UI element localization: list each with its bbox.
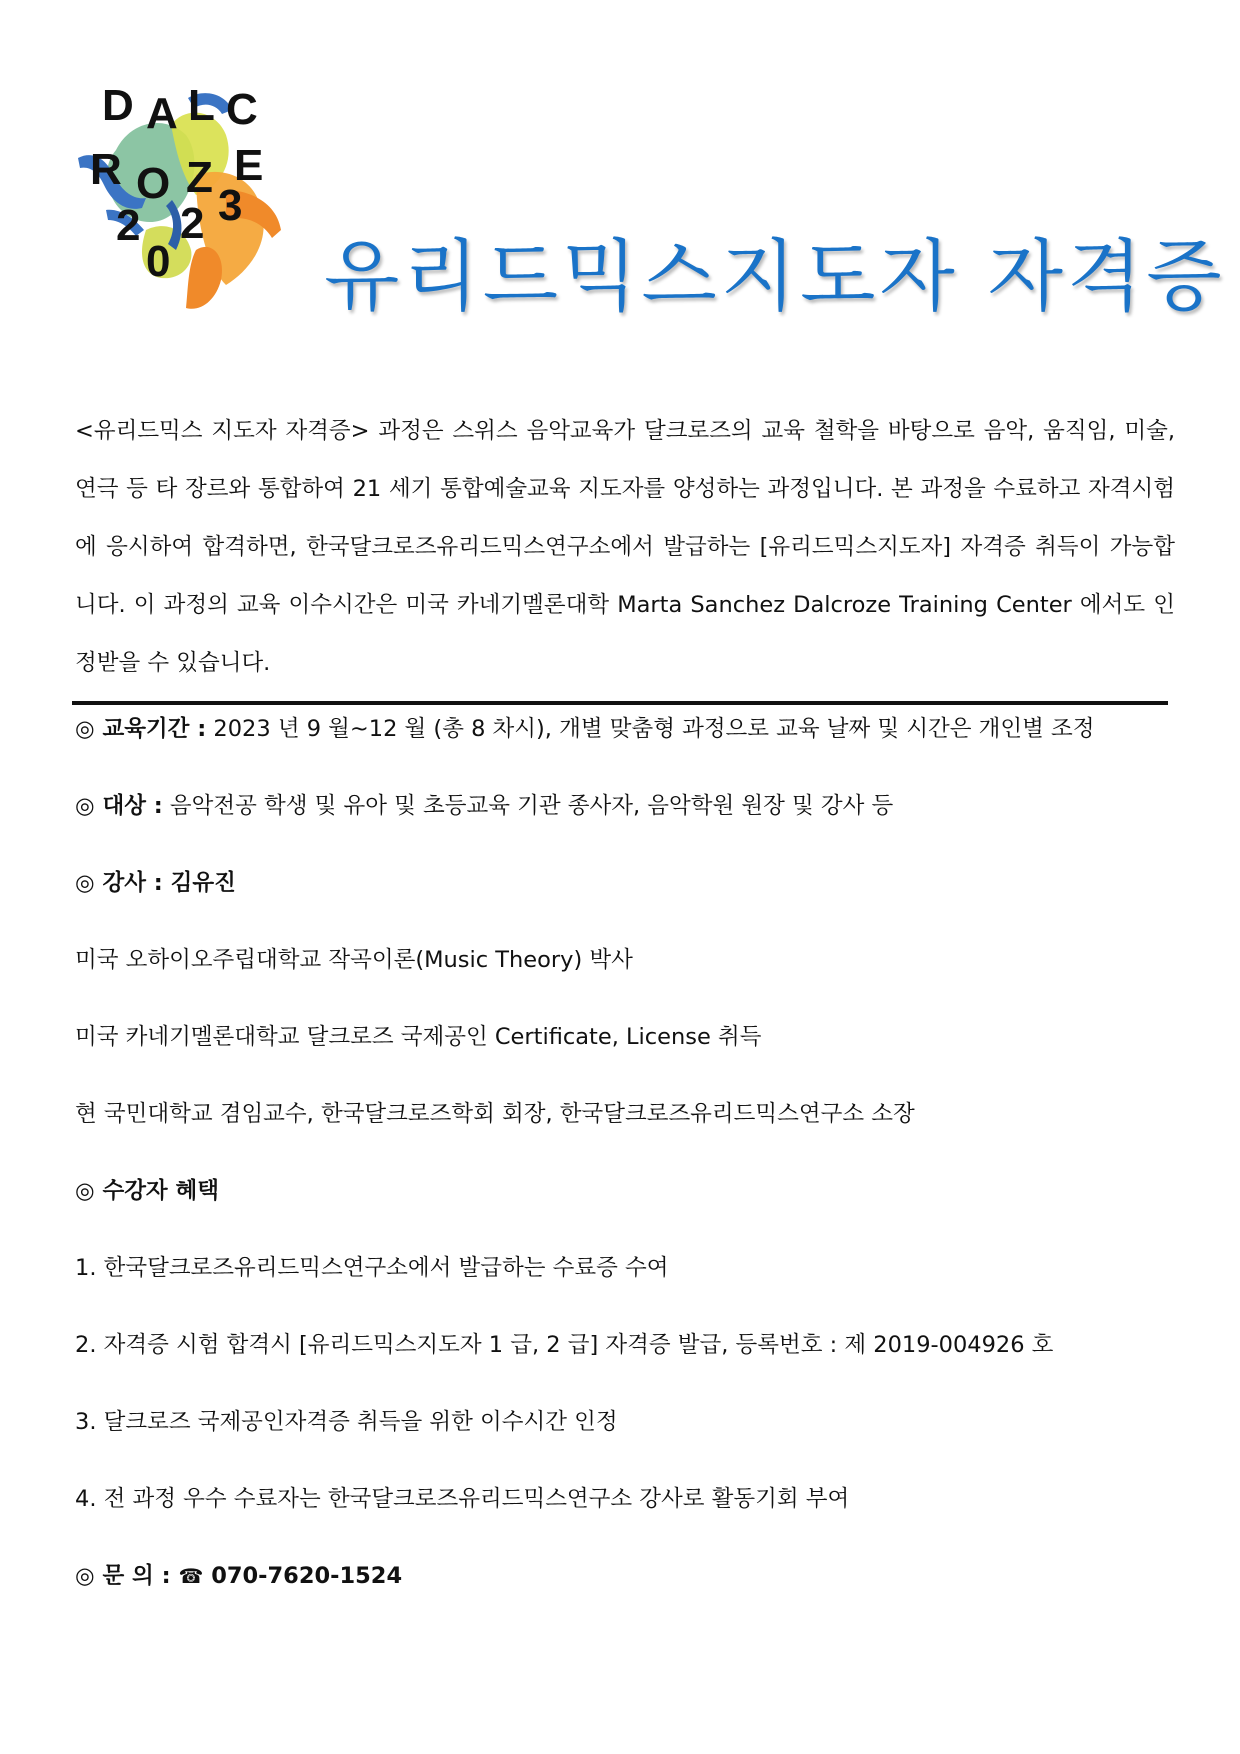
instructor-bio-item: 미국 카네기멜론대학교 달크로즈 국제공인 Certificate, License 취득 (75, 1024, 762, 1050)
contact-phone: 070-7620-1524 (211, 1563, 403, 1589)
period-line (75, 714, 1095, 744)
logo-letter: L (188, 81, 215, 130)
dalcroze-2023-logo (76, 80, 306, 320)
benefit-item: 3. 달크로즈 국제공인자격증 취득을 위한 이수시간 인정 (75, 1409, 618, 1435)
logo-letter: 0 (146, 237, 171, 286)
logo-letter: Z (186, 153, 213, 202)
logo-letter: D (102, 81, 134, 130)
instructor-bio-item: 현 국민대학교 겸임교수, 한국달크로즈학회 회장, 한국달크로즈유리드믹스연구소 소장 (75, 1101, 915, 1127)
logo-letter: R (90, 145, 122, 194)
benefits-label: ◎ 수강자 혜택 (75, 1178, 219, 1204)
target-text: 음악전공 학생 및 유아 및 초등교육 기관 종사자, 음악학원 원장 및 강사 등 (162, 793, 894, 819)
contact-label: ◎ 문 의 : (75, 1563, 171, 1589)
benefit-item: 2. 자격증 시험 합격시 [유리드믹스지도자 1 급, 2 급] 자격증 발급, 등록번호 : 제 2019-004926 호 (75, 1332, 1054, 1358)
section-divider (72, 701, 1168, 705)
logo-letter: E (234, 141, 264, 190)
period-text: 2023 년 9 월~12 월 (총 8 차시), 개별 맞춤형 과정으로 교육 날짜 및 시간은 개인별 조정 (206, 716, 1095, 742)
logo-letter: 3 (218, 181, 243, 230)
logo-letter: A (146, 89, 178, 138)
page-title: 유리드믹스지도자 자격증 (324, 232, 1226, 322)
telephone-icon: ☎ (178, 1564, 204, 1588)
benefit-item: 4. 전 과정 우수 수료자는 한국달크로즈유리드믹스연구소 강사로 활동기회 부여 (75, 1486, 850, 1512)
logo-letter: 2 (116, 201, 141, 250)
period-label: ◎ 교육기간 : (75, 716, 207, 742)
logo-letter: 2 (180, 199, 205, 248)
logo-letter: C (226, 85, 258, 134)
contact-line (75, 1561, 402, 1591)
logo-letter: O (136, 159, 171, 208)
instructor-bio-item: 미국 오하이오주립대학교 작곡이론(Music Theory) 박사 (75, 947, 633, 973)
instructor-label: ◎ 강사 : 김유진 (75, 870, 236, 896)
target-line (75, 791, 893, 821)
intro-paragraph: <유리드믹스 지도자 자격증> 과정은 스위스 음악교육가 달크로즈의 교육 철학을 바탕으로 음악, 움직임, 미술, 연극 등 타 장르와 통합하여 21 세기 통합예술교육 지도자를 양성하는 과정입니다. 본 과정을 수료하고 자격시험에 응시하여 합격하면, 한국달크로즈유리드믹스연구소에서 발급하는 [유리드믹스지도자] 자격증 취득이 가능합니다. 이 과정의 교육 이수시간은 미국 카네기멜론대학 Marta Sanchez Dalcroze Training Center 에서도 인정받을 수 있습니다. (75, 418, 1175, 676)
target-label: ◎ 대상 : (75, 793, 163, 819)
benefit-item: 1. 한국달크로즈유리드믹스연구소에서 발급하는 수료증 수여 (75, 1255, 669, 1281)
